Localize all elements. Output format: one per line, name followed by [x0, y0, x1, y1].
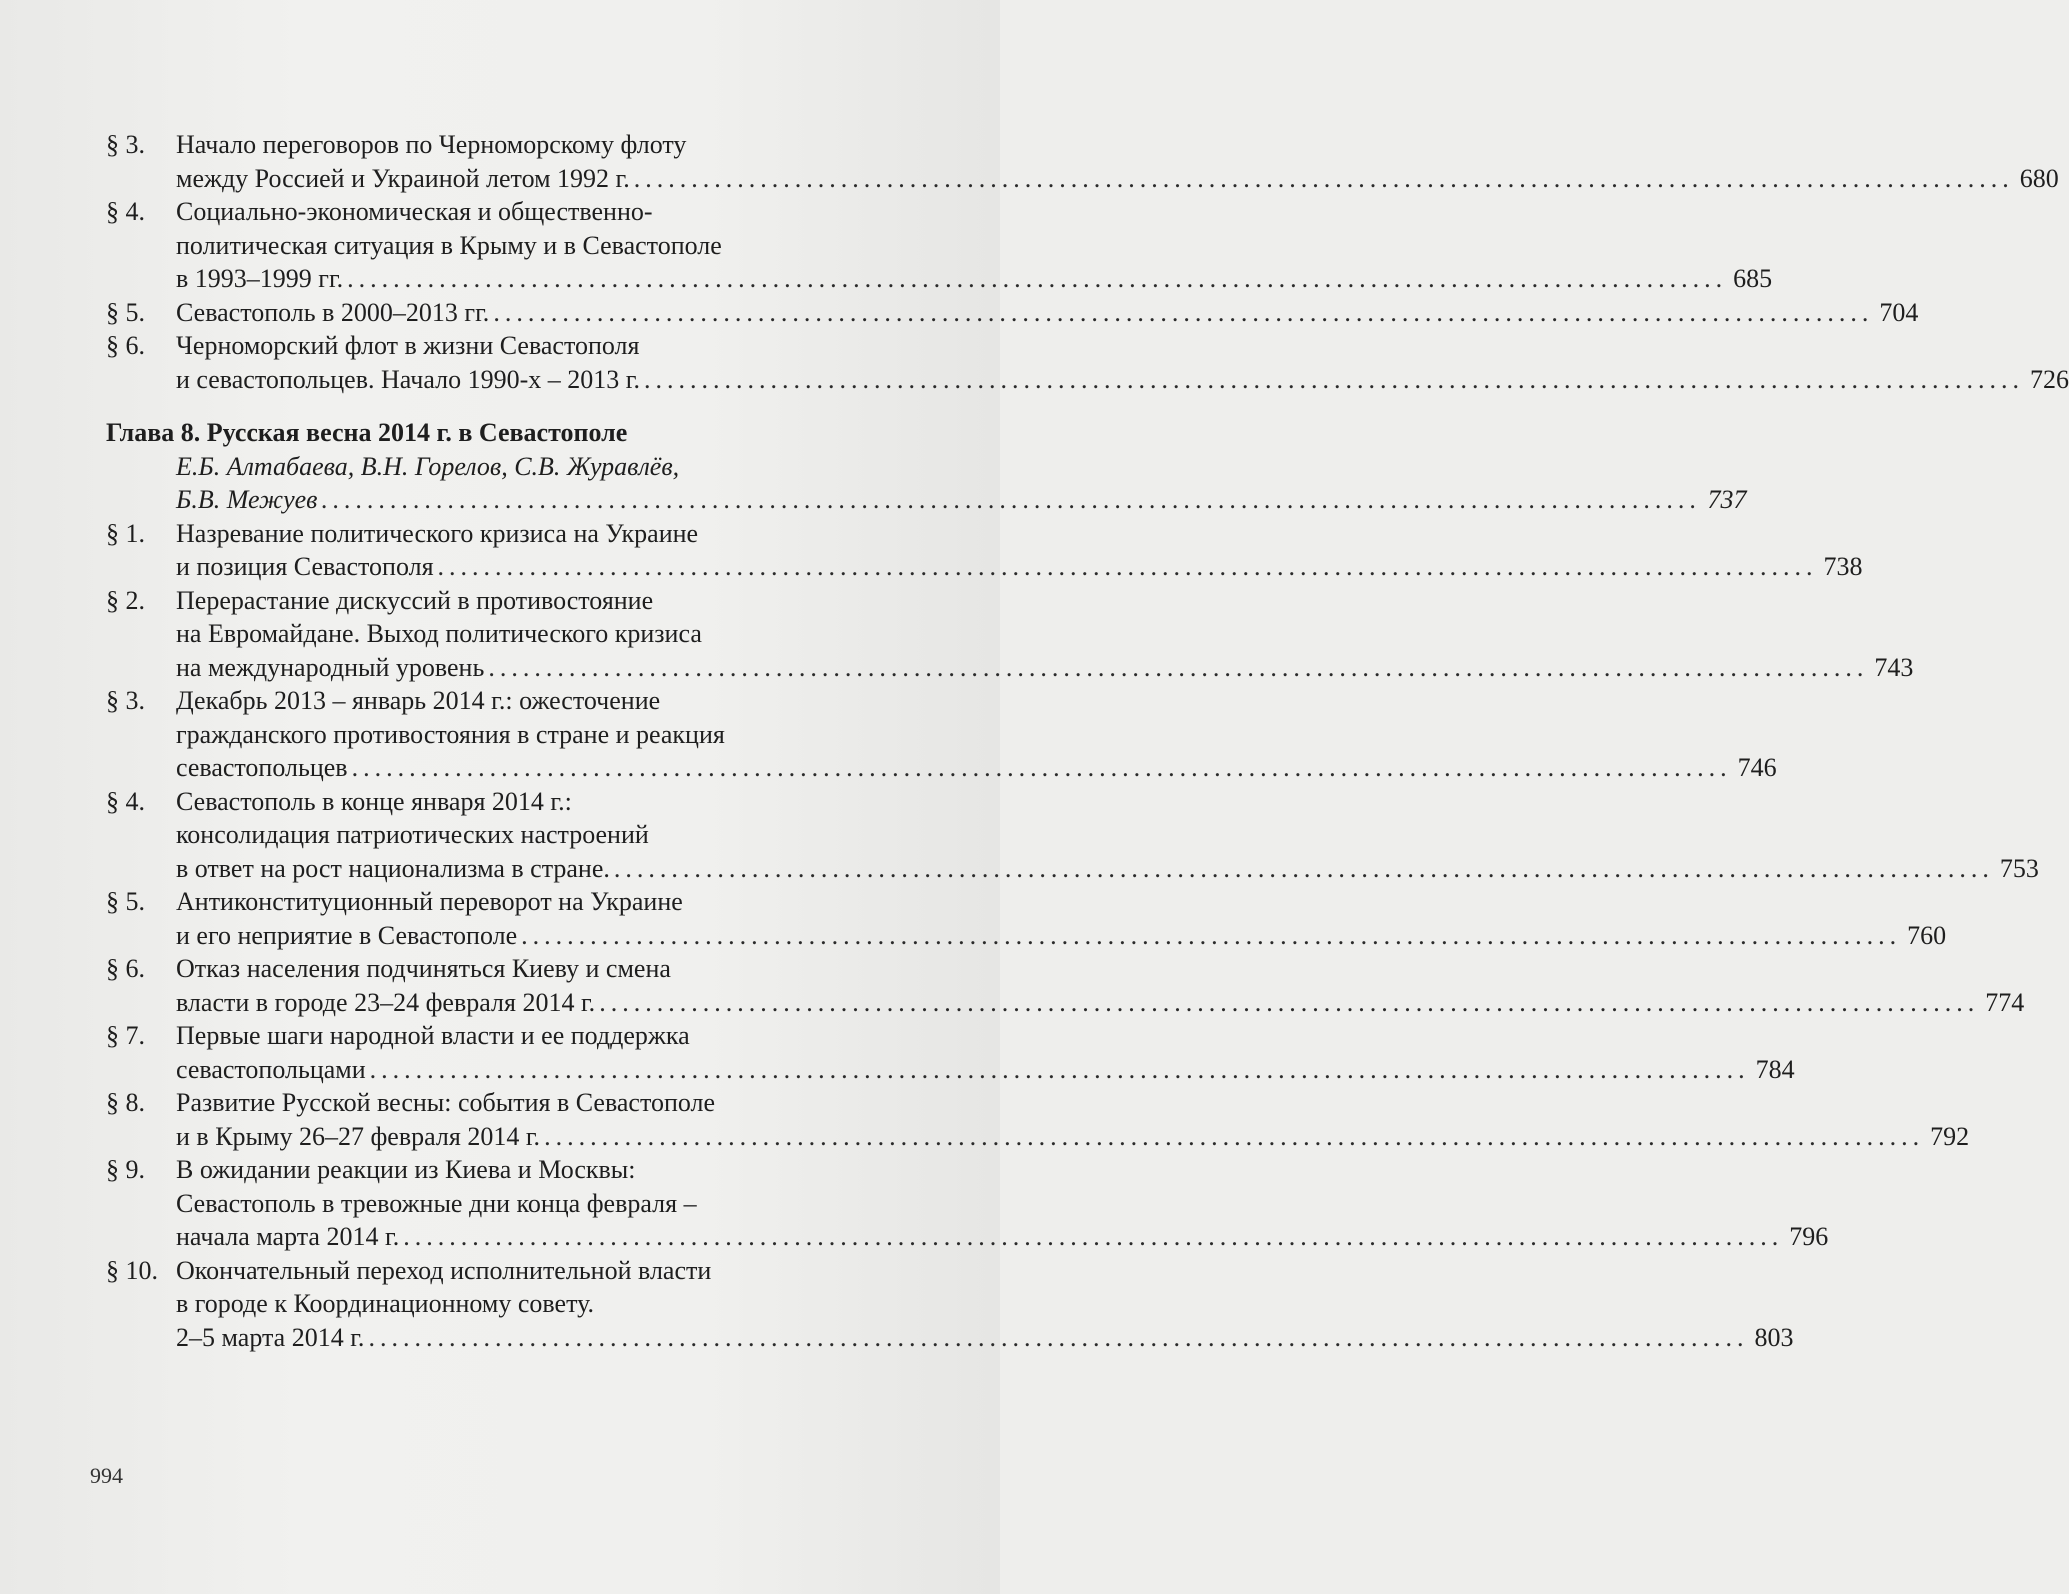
entry-title-line: Отказ населения подчиняться Киеву и смена — [176, 954, 671, 983]
chapter-heading — [106, 416, 1747, 517]
entry-title-line: в городе к Координационному совету. — [176, 1289, 594, 1318]
entry-last-line — [176, 1053, 1795, 1087]
entry-title-line: Севастополь в конце января 2014 г.: — [176, 786, 572, 816]
entry-title-line: Антиконституционный переворот на Украине — [176, 887, 683, 916]
entry-last-line — [176, 986, 2025, 1020]
entry-title-line: и севастопольцев. Начало 1990-х – 2013 г. — [176, 364, 640, 394]
page-ref: 774 — [1985, 987, 2025, 1017]
entry-title-line: Севастополь в тревожные дни конца февраля – — [176, 1188, 697, 1218]
entry-title-line: и его неприятие в Севастополе — [176, 920, 518, 950]
dot-leader: ........................................................................................................................ — [599, 987, 1980, 1017]
page-ref: 737 — [1707, 485, 1747, 514]
page-ref: 784 — [1755, 1054, 1795, 1084]
toc-entry — [106, 885, 1947, 952]
dot-leader: ........................................................................................................................ — [321, 485, 1702, 514]
page-ref: 803 — [1754, 1322, 1794, 1352]
section-number: § 1. — [106, 518, 145, 548]
section-number: § 4. — [106, 786, 145, 816]
entry-title-line: 2–5 марта 2014 г. — [176, 1322, 365, 1352]
page-ref: 704 — [1879, 297, 1919, 327]
entry-title-line: власти в городе 23–24 февраля 2014 г. — [176, 987, 596, 1017]
entry-last-line — [176, 296, 1919, 330]
toc-entry — [106, 517, 1863, 584]
section-number: § 10. — [106, 1255, 158, 1285]
page-ref: 746 — [1737, 753, 1777, 782]
entry-last-line — [176, 651, 1914, 685]
page-ref: 738 — [1823, 552, 1863, 581]
section-number: § 3. — [106, 130, 145, 159]
entry-title-line: и позиция Севастополя — [176, 552, 434, 581]
toc-entry — [106, 296, 1919, 330]
table-of-contents — [106, 128, 2069, 1354]
toc-entry — [106, 128, 2059, 195]
dot-leader: ........................................................................................................................ — [613, 853, 1994, 883]
section-number: § 7. — [106, 1021, 145, 1050]
page-number: 994 — [90, 1463, 123, 1488]
entry-title-line: В ожидании реакции из Киева и Москвы: — [176, 1155, 636, 1184]
toc-section-top — [106, 128, 2069, 396]
section-number: § 5. — [106, 297, 145, 327]
section-number: § 2. — [106, 585, 145, 615]
dot-leader: ........................................................................................................................ — [368, 1322, 1749, 1352]
entry-last-line — [176, 550, 1863, 584]
entry-title-line: Черноморский флот в жизни Севастополя — [176, 331, 640, 360]
entry-title-line: консолидация патриотических настроений — [176, 820, 649, 849]
entry-last-line — [176, 751, 1777, 785]
page-ref: 743 — [1874, 652, 1914, 682]
section-number: § 8. — [106, 1088, 145, 1117]
entry-title-line: гражданского противостояния в стране и реакция — [176, 719, 725, 749]
section-number: § 6. — [106, 331, 145, 360]
entry-title-line: в 1993–1999 гг. — [176, 264, 344, 293]
entry-title-line: Назревание политического кризиса на Украине — [176, 518, 699, 548]
entry-last-line — [176, 162, 2059, 196]
toc-entry — [106, 1019, 1795, 1086]
section-number: § 3. — [106, 686, 145, 715]
entry-title-line: в ответ на рост национализма в стране. — [176, 853, 610, 883]
toc-entry — [106, 329, 2069, 396]
entry-title-line: севастопольцами — [176, 1054, 366, 1084]
entry-title-line: Перерастание дискуссий в противостояние — [176, 585, 654, 615]
dot-leader: ........................................................................................................................ — [544, 1121, 1925, 1151]
toc-entry — [106, 1254, 1794, 1355]
page-ref: 796 — [1789, 1222, 1829, 1251]
dot-leader: ........................................................................................................................ — [521, 920, 1902, 950]
entry-title-line: на Евромайдане. Выход политического кризиса — [176, 619, 702, 648]
section-number: § 9. — [106, 1155, 145, 1184]
chapter-authors — [106, 450, 1747, 517]
entry-last-line — [176, 1321, 1794, 1355]
entry-title-line: и в Крыму 26–27 февраля 2014 г. — [176, 1121, 541, 1151]
page-ref: 760 — [1907, 920, 1947, 950]
entry-title-line: на международный уровень — [176, 652, 485, 682]
entry-title-line: севастопольцев — [176, 753, 348, 782]
entry-title-line: Начало переговоров по Черноморскому флоту — [176, 130, 687, 159]
toc-entry — [106, 952, 2025, 1019]
entry-last-line — [176, 852, 2039, 886]
entry-title-line: между Россией и Украиной летом 1992 г. — [176, 163, 630, 193]
toc-entry — [106, 195, 1773, 296]
section-number: § 5. — [106, 887, 145, 916]
entry-last-line — [176, 1120, 1970, 1154]
page-ref: 792 — [1930, 1121, 1970, 1151]
page-ref: 685 — [1733, 264, 1773, 293]
dot-leader: ........................................................................................................................ — [347, 264, 1728, 293]
entry-title-line: Севастополь в 2000–2013 гг. — [176, 297, 490, 327]
entry-title-line: политическая ситуация в Крыму и в Севастополе — [176, 230, 722, 260]
entry-last-line — [176, 919, 1947, 953]
toc-entry — [106, 1153, 1829, 1254]
toc-entry — [106, 684, 1777, 785]
entry-title-line: Социально-экономическая и общественно- — [176, 197, 653, 226]
authors-line: Б.В. Межуев — [176, 485, 318, 514]
dot-leader: ........................................................................................................................ — [493, 297, 1874, 327]
dot-leader: ........................................................................................................................ — [643, 364, 2024, 394]
page-ref: 753 — [1999, 853, 2039, 883]
toc-section-bottom — [106, 517, 2039, 1355]
entry-last-line — [176, 262, 1773, 296]
dot-leader: ........................................................................................................................ — [633, 163, 2014, 193]
entry-title-line: Окончательный переход исполнительной власти — [176, 1255, 712, 1285]
page-ref: 680 — [2019, 163, 2059, 193]
section-number: § 4. — [106, 197, 145, 226]
toc-entry — [106, 785, 2039, 886]
entry-title-line: Первые шаги народной власти и ее поддержка — [176, 1021, 690, 1050]
section-number: § 6. — [106, 954, 145, 983]
dot-leader: ........................................................................................................................ — [437, 552, 1818, 581]
toc-entry — [106, 584, 1914, 685]
dot-leader: ........................................................................................................................ — [403, 1222, 1784, 1251]
entry-last-line — [176, 363, 2069, 397]
authors-line: Е.Б. Алтабаева, В.Н. Горелов, С.В. Журавлёв, — [176, 451, 680, 481]
dot-leader: ........................................................................................................................ — [351, 753, 1732, 782]
entry-title-line: Декабрь 2013 – январь 2014 г.: ожесточение — [176, 686, 661, 715]
page-ref: 726 — [2029, 364, 2069, 394]
entry-title-line: Развитие Русской весны: события в Севастополе — [176, 1088, 716, 1117]
chapter-title: Глава 8. Русская весна 2014 г. в Севастополе — [106, 418, 628, 447]
dot-leader: ........................................................................................................................ — [488, 652, 1869, 682]
entry-title-line: начала марта 2014 г. — [176, 1222, 400, 1251]
entry-last-line — [176, 1220, 1829, 1254]
authors-last-line — [176, 483, 1747, 517]
dot-leader: ........................................................................................................................ — [369, 1054, 1750, 1084]
toc-entry — [106, 1086, 1970, 1153]
